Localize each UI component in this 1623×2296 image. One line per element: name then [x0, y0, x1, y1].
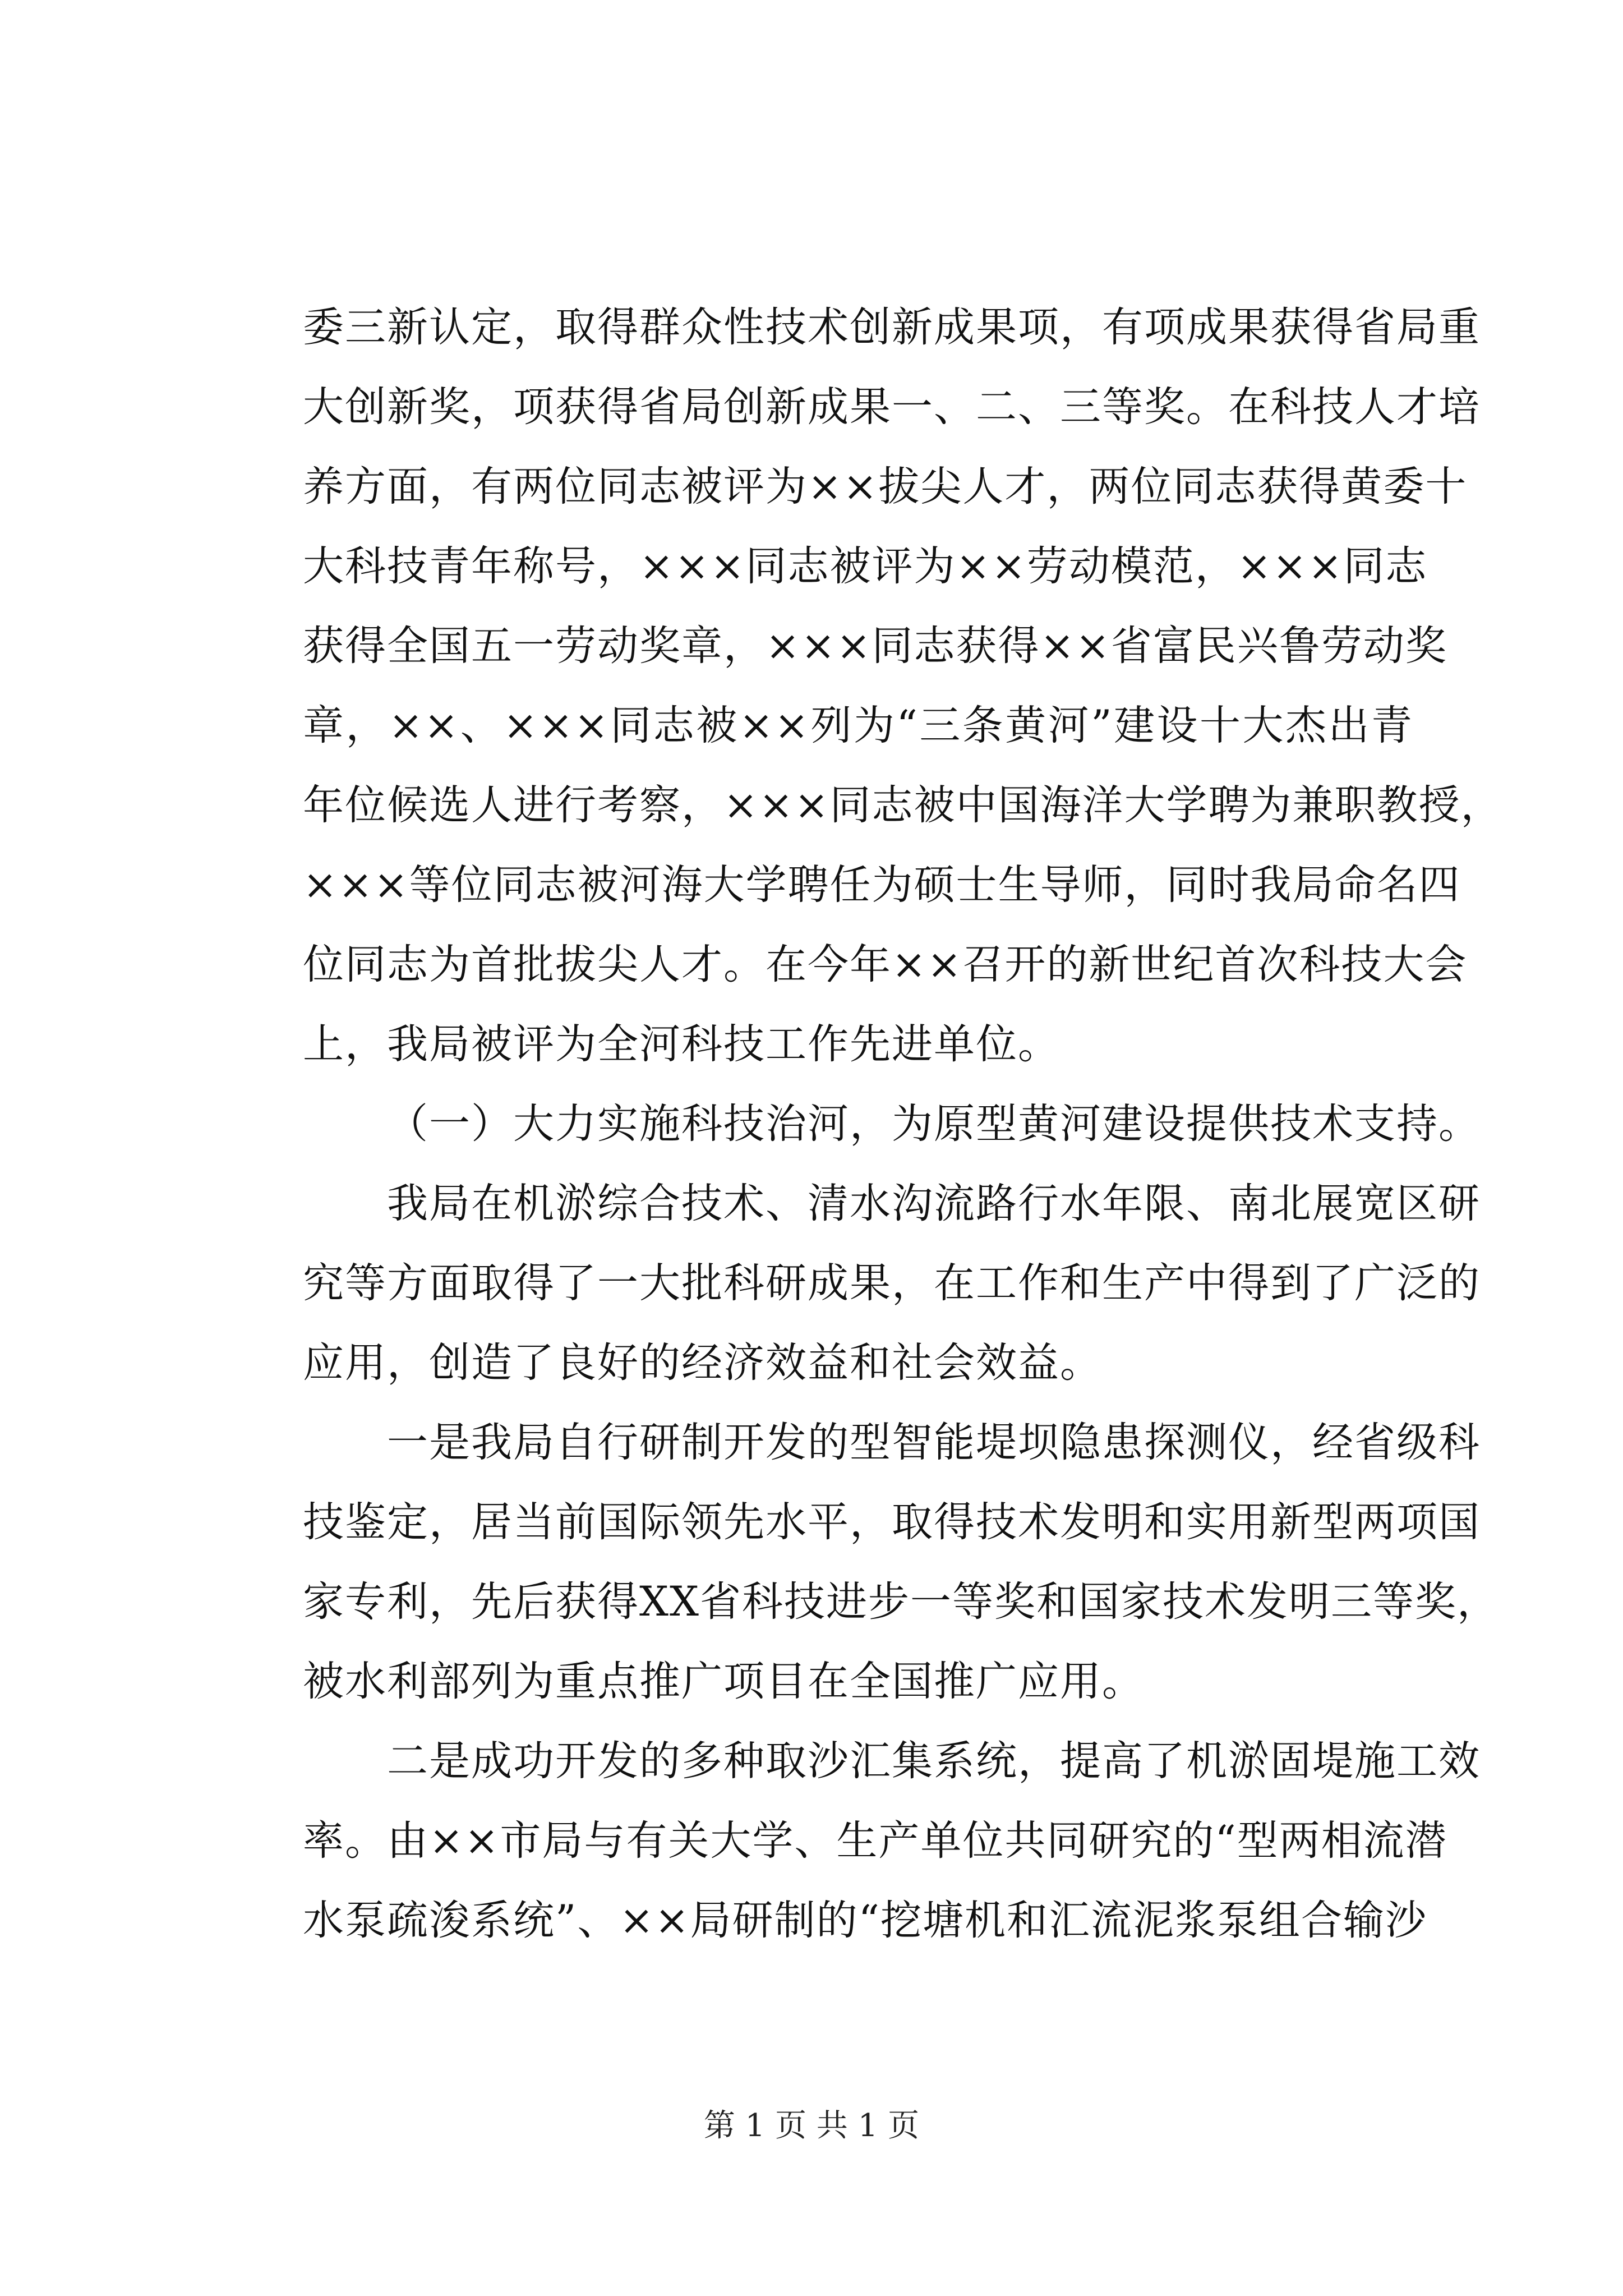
text-line: 养方面，有两位同志被评为××拔尖人才，两位同志获得黄委十	[303, 463, 1468, 510]
text-line: 上，我局被评为全河科技工作先进单位。	[303, 1020, 1060, 1068]
text-line: 大创新奖，项获得省局创新成果一、二、三等奖。在科技人才培	[303, 383, 1481, 431]
text-line: 被水利部列为重点推广项目在全国推广应用。	[303, 1658, 1144, 1705]
text-line: 获得全国五一劳动奖章，×××同志获得××省富民兴鲁劳动奖	[303, 622, 1447, 670]
text-line: 水泵疏浚系统”、××局研制的“挖塘机和汇流泥浆泵组合输沙	[303, 1897, 1427, 1944]
text-line: 究等方面取得了一大批科研成果，在工作和生产中得到了广泛的	[303, 1259, 1481, 1307]
text-line: 委三新认定，取得群众性技术创新成果项，有项成果获得省局重	[303, 303, 1481, 351]
text-line: 章，××、×××同志被××列为“三条黄河”建设十大杰出青	[303, 702, 1413, 749]
text-line: 大科技青年称号，×××同志被评为××劳动模范，×××同志	[303, 542, 1428, 590]
text-line: 家专利，先后获得XX省科技进步一等奖和国家技术发明三等奖，	[303, 1578, 1499, 1626]
text-line: 应用，创造了良好的经济效益和社会效益。	[303, 1339, 1102, 1387]
text-line: 位同志为首批拔尖人才。在今年××召开的新世纪首次科技大会	[303, 941, 1468, 988]
text-line: 年位候选人进行考察，×××同志被中国海洋大学聘为兼职教授，	[303, 781, 1503, 829]
text-line: 二是成功开发的多种取沙汇集系统，提高了机淤固堤施工效	[387, 1737, 1481, 1785]
text-line: 率。由××市局与有关大学、生产单位共同研究的“型两相流潜	[303, 1817, 1447, 1865]
text-line: 技鉴定，居当前国际领先水平，取得技术发明和实用新型两项国	[303, 1498, 1481, 1546]
text-line: ×××等位同志被河海大学聘任为硕士生导师，同时我局命名四	[303, 861, 1461, 909]
section-heading: （一）大力实施科技治河，为原型黄河建设提供技术支持。	[387, 1100, 1481, 1148]
text-line: 我局在机淤综合技术、清水沟流路行水年限、南北展宽区研	[387, 1180, 1481, 1227]
text-line: 一是我局自行研制开发的型智能堤坝隐患探测仪，经省级科	[387, 1419, 1481, 1466]
page-number-footer: 第 1 页 共 1 页	[703, 2108, 920, 2144]
